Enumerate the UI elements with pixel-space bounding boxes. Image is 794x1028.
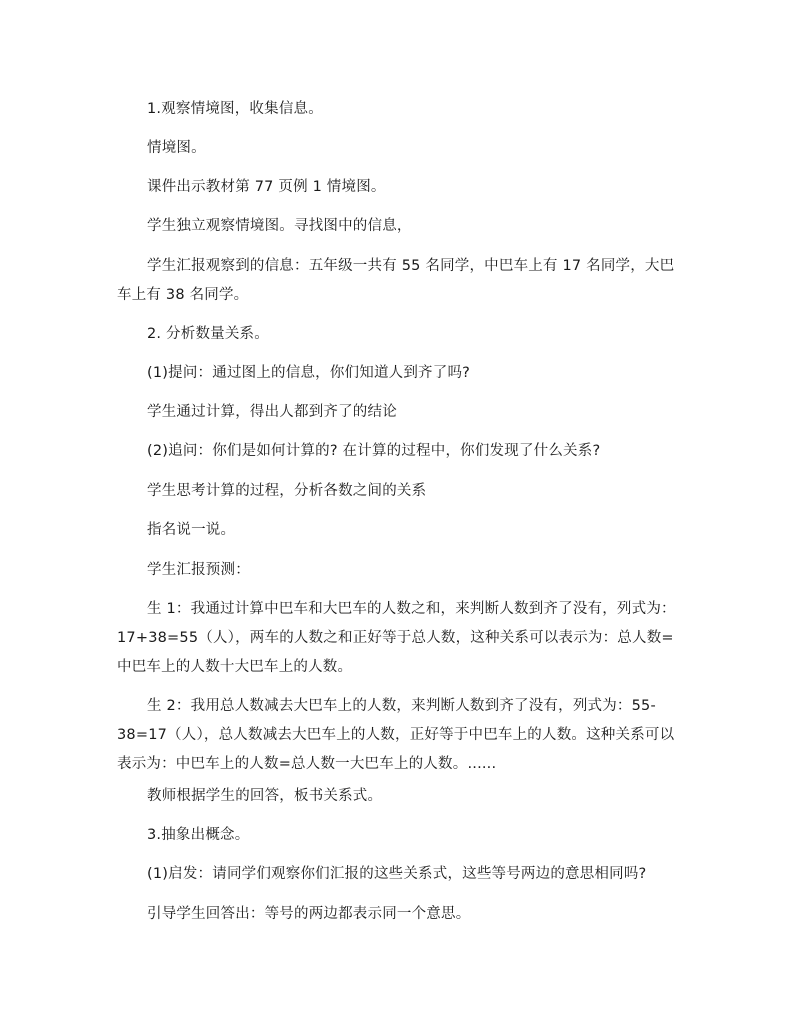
- paragraph-15: 教师根据学生的回答，板书关系式。: [147, 788, 383, 804]
- paragraph-17: (1)启发：请同学们观察你们汇报的这些关系式，这些等号两边的意思相同吗?: [147, 866, 647, 882]
- paragraph-8: 学生通过计算，得出人都到齐了的结论: [147, 404, 397, 420]
- paragraph-4: 学生独立观察情境图。寻找图中的信息，: [147, 218, 412, 234]
- paragraph-12: 学生汇报预测：: [147, 562, 250, 578]
- paragraph-5: 学生汇报观察到的信息：五年级一共有 55 名同学，中巴车上有 17 名同学，大巴车上有 38 名同学。: [117, 258, 675, 303]
- paragraph-10: 学生思考计算的过程，分析各数之间的关系: [147, 483, 427, 499]
- paragraph-13: 生 1：我通过计算中巴车和大巴车的人数之和，来判断人数到齐了没有，列式为：17+38=55（人），两车的人数之和正好等于总人数，这种关系可以表示为：总人数=中巴车上的人数十大巴车上的人数。: [117, 601, 676, 675]
- paragraph-18: 引导学生回答出：等号的两边都表示同一个意思。: [147, 906, 471, 922]
- paragraph-9: (2)追问：你们是如何计算的? 在计算的过程中，你们发现了什么关系?: [147, 443, 601, 459]
- paragraph-11: 指名说一说。: [147, 522, 236, 538]
- paragraph-14: 生 2：我用总人数减去大巴车上的人数，来判断人数到齐了没有，列式为：55-38=17（人），总人数减去大巴车上的人数，正好等于中巴车上的人数。这种关系可以表示为：中巴车上的人数=总人数一大巴车上的人数。......: [117, 698, 675, 772]
- paragraph-3: 课件出示教材第 77 页例 1 情境图。: [147, 179, 386, 195]
- paragraph-1: 1.观察情境图，收集信息。: [147, 101, 323, 117]
- paragraph-7: (1)提问：通过图上的信息，你们知道人到齐了吗?: [147, 365, 471, 381]
- paragraph-2: 情境图。: [147, 140, 206, 156]
- paragraph-6: 2. 分析数量关系。: [147, 326, 269, 342]
- paragraph-16: 3.抽象出概念。: [147, 827, 250, 843]
